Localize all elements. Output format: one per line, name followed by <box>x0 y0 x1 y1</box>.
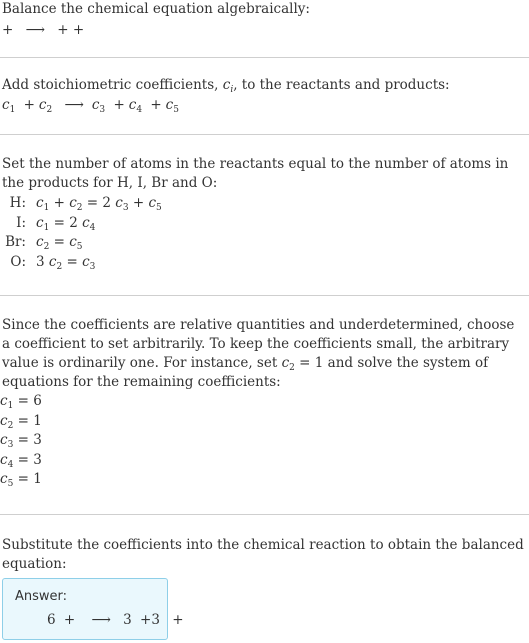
coef-var: c <box>165 97 174 113</box>
coef-sub: 4 <box>136 105 143 115</box>
coef-sub: 3 <box>99 105 106 115</box>
coefficient: 3 <box>123 612 132 628</box>
solution-value: 3 <box>33 432 42 448</box>
coef-var: c <box>91 97 100 113</box>
equation-cell: $c_1 + c_2 = 2$ $c_3 + c_5$ <box>36 195 162 213</box>
equation-row <box>2 233 162 253</box>
balance-heading: Balance the chemical equation algebraically: <box>2 1 310 17</box>
plus-sign: + <box>63 612 76 628</box>
coef-var: c <box>2 97 10 113</box>
coef-var: c <box>38 97 47 113</box>
equation-row <box>2 253 162 273</box>
reaction-arrow: ⟶ <box>91 612 111 628</box>
element-label: O: <box>10 253 26 270</box>
section-divider <box>0 514 529 515</box>
plus-sign: + <box>2 22 14 38</box>
atom-equations-table <box>2 194 162 272</box>
solution-value: 1 <box>33 412 42 429</box>
solution-row: $c_5 = 1$ <box>0 471 42 489</box>
plus-sign: + <box>172 612 184 628</box>
unbalanced-equation <box>2 21 529 40</box>
step-substitute <box>2 536 529 574</box>
section-divider <box>0 57 529 58</box>
equation-cell: $c_1 = 2$ $c_4$ <box>36 214 96 233</box>
plus-sign: + <box>72 22 85 38</box>
section-divider <box>0 295 529 296</box>
solution-value: 3 <box>33 451 42 468</box>
element-label: H: <box>9 195 26 211</box>
coef-sub: 5 <box>173 105 179 115</box>
reaction-arrow: ⟶ <box>64 97 84 113</box>
coef-sub: 2 <box>46 105 53 115</box>
equation-cell: 3 $c_2 = c_3$ <box>36 253 96 272</box>
reaction-arrow: ⟶ <box>25 22 45 38</box>
coef-var: c <box>128 97 137 113</box>
var-c: c <box>222 77 231 93</box>
substitute-heading: Substitute the coefficients into the chemical reaction to obtain the balanced equation: <box>2 537 524 572</box>
solution-row: $c_1 = 6$ <box>0 393 42 411</box>
answer-label: Answer: <box>15 589 68 604</box>
solution-row: $c_2 = 1$ <box>0 412 42 431</box>
plus-sign: + <box>113 97 125 113</box>
solution-row: $c_3 = 3$ <box>0 432 42 450</box>
solve-paragraph: Since the coefficients are relative quantities and underdetermined, choose a coefficient to set arbitrarily. To keep the coefficients small, the arbitrary value is ordinarily one. For instance, set $c_2 = 1$ and solve the system of equations for the remaining coefficients: <box>2 317 515 390</box>
solutions-list <box>0 392 529 490</box>
element-label: Br: <box>5 234 26 250</box>
coefficient-equation <box>2 96 529 115</box>
element-label: I: <box>16 214 26 231</box>
step-balance <box>2 0 529 40</box>
step-coefficients <box>2 76 529 115</box>
heading-text: Add stoichiometric coefficients, <box>2 77 223 93</box>
solution-value: 1 <box>33 471 42 487</box>
plus-sign: + <box>150 97 162 113</box>
paragraph-text: and solve the system of equations for the remaining coefficients: <box>2 355 489 390</box>
coef-sub: 1 <box>9 105 16 115</box>
heading-text: , to the reactants and products: <box>233 77 450 93</box>
step-atom-balance <box>2 155 529 272</box>
paragraph-text: Since the coefficients are relative quantities and underdetermined, choose a coefficient to set arbitrarily. To keep the coefficients small, the arbitrary value is ordinarily one. For instance, set <box>2 317 515 371</box>
balanced-equation <box>47 612 188 628</box>
var-subscript: i <box>230 85 234 95</box>
answer-box <box>2 578 184 640</box>
coefficients-heading <box>2 76 529 95</box>
step-solve <box>2 316 529 490</box>
equation-cell: $c_2 = c_5$ <box>36 234 83 252</box>
section-divider <box>0 134 529 135</box>
solution-value: 6 <box>33 393 42 409</box>
plus-sign: + <box>23 97 35 113</box>
equation-row <box>2 194 162 214</box>
plus-sign: + <box>57 22 69 38</box>
equation-row <box>2 214 162 234</box>
coefficient: 6 <box>47 612 56 628</box>
solution-row: $c_4 = 3$ <box>0 451 42 470</box>
plus-coefficient: +3 <box>140 612 160 628</box>
atom-balance-heading: Set the number of atoms in the reactants equal to the number of atoms in the products for H, I, Br and O: <box>2 156 509 191</box>
